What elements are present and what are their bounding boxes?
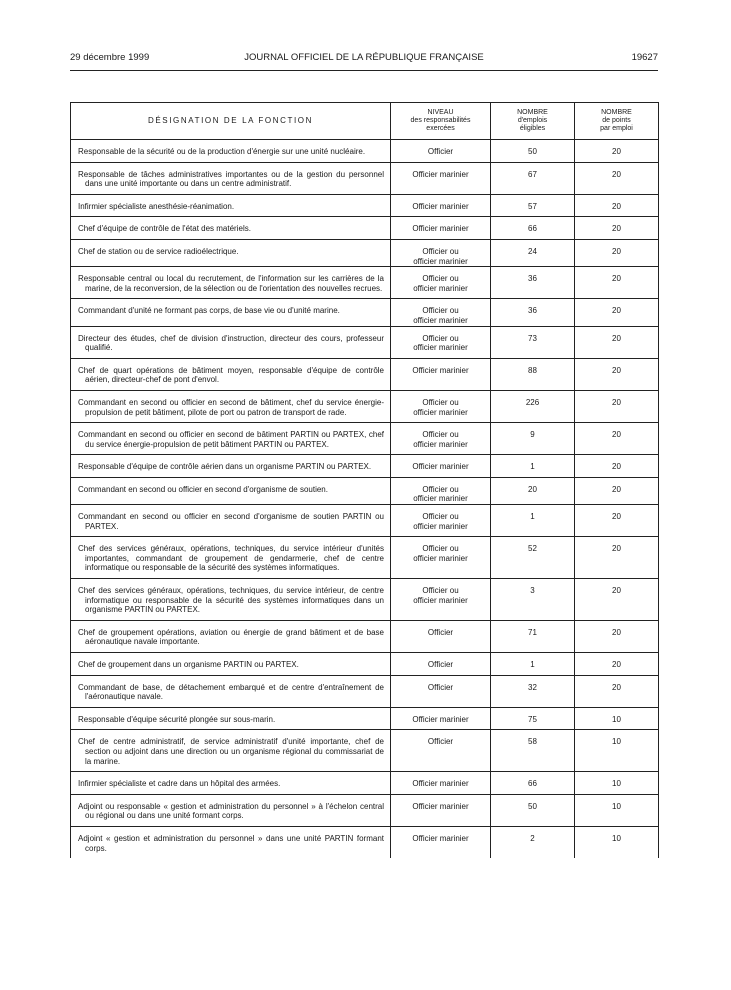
designation-text: Directeur des études, chef de division d'instruction, directeur des cours, professeur qualifié. — [78, 333, 384, 353]
functions-table — [70, 102, 659, 858]
level-line: Officier marinier — [412, 714, 469, 724]
designation-text: Chef des services généraux, opérations, techniques, du service intérieur d'unités importantes, commandant de groupement de gendarmerie, chef de centre informatique ou responsable de la sécurité des systèmes informatiques. — [78, 544, 384, 573]
function-designation — [71, 194, 391, 217]
eligible-jobs-count: 32 — [491, 675, 575, 707]
designation-text: Responsable de tâches administratives importantes ou de la gestion du personnel dans une unité importante ou dans un centre administratif. — [78, 169, 384, 189]
table-row — [71, 267, 659, 299]
journal-title: JOURNAL OFFICIEL DE LA RÉPUBLIQUE FRANÇAISE — [244, 52, 484, 63]
designation-text: Infirmier spécialiste anesthésie-réanimation. — [78, 201, 235, 211]
level-line: officier marinier — [413, 595, 468, 605]
responsibility-level — [391, 358, 491, 390]
responsibility-level — [391, 140, 491, 163]
table-row — [71, 217, 659, 240]
eligible-jobs-count: 2 — [491, 826, 575, 858]
table-body — [71, 140, 659, 859]
function-designation — [71, 455, 391, 478]
column-header-nombre-emplois — [491, 103, 575, 140]
page-header — [70, 52, 658, 66]
responsibility-level — [391, 620, 491, 652]
level-line: officier marinier — [413, 521, 468, 531]
designation-text: Chef de groupement opérations, aviation ou énergie de grand bâtiment et de base aéronautique navale importante. — [78, 627, 384, 647]
level-line: Officier — [427, 682, 454, 692]
function-designation — [71, 358, 391, 390]
level-line: Officier ou — [422, 274, 459, 284]
level-line: officier marinier — [413, 553, 468, 563]
points-per-job: 20 — [575, 326, 659, 358]
table-row — [71, 537, 659, 579]
responsibility-level — [391, 653, 491, 676]
points-per-job: 20 — [575, 455, 659, 478]
designation-text: Commandant en second ou officier en second d'organisme de soutien PARTIN ou PARTEX. — [78, 512, 384, 531]
function-designation — [71, 217, 391, 240]
level-line: Officier ou — [422, 246, 459, 256]
table-row — [71, 423, 659, 455]
eligible-jobs-count: 58 — [491, 730, 575, 772]
responsibility-level — [391, 194, 491, 217]
table-row — [71, 730, 659, 772]
eligible-jobs-count: 1 — [491, 455, 575, 478]
designation-text: Chef de station ou de service radioélectrique. — [78, 246, 239, 256]
level-line: officier marinier — [413, 343, 468, 353]
level-line: officier marinier — [413, 283, 468, 293]
level-line: officier marinier — [413, 407, 468, 417]
responsibility-level — [391, 579, 491, 621]
level-line: officier marinier — [413, 439, 468, 449]
eligible-jobs-count: 20 — [491, 477, 575, 504]
responsibility-level — [391, 675, 491, 707]
column-header-line: NIVEAU — [427, 109, 454, 116]
column-header-line: d'emplois — [517, 117, 548, 124]
table-row — [71, 653, 659, 676]
designation-text: Chef de quart opérations de bâtiment moyen, responsable d'équipe de contrôle aérien, directeur-chef de pont d'envol. — [78, 365, 384, 385]
function-designation — [71, 477, 391, 504]
points-per-job: 20 — [575, 299, 659, 326]
designation-text: Commandant d'unité ne formant pas corps, de base vie ou d'unité marine. — [78, 306, 340, 316]
function-designation — [71, 239, 391, 266]
designation-text: Adjoint « gestion et administration du personnel » dans une unité PARTIN formant corps. — [78, 833, 384, 853]
eligible-jobs-count: 24 — [491, 239, 575, 266]
publication-date: 29 décembre 1999 — [70, 52, 150, 63]
table-row — [71, 326, 659, 358]
designation-text: Chef des services généraux, opérations, techniques, du service intérieur, de centre informatique ou responsable de la sécurité des systèmes informatiques dans un organisme PARTIN ou PARTEX. — [78, 586, 384, 615]
points-per-job: 20 — [575, 423, 659, 455]
designation-text: Responsable de la sécurité ou de la production d'énergie sur une unité nucléaire. — [78, 147, 366, 156]
table-row — [71, 140, 659, 163]
level-line: Officier — [427, 660, 454, 669]
function-designation — [71, 326, 391, 358]
points-per-job: 10 — [575, 730, 659, 772]
function-designation — [71, 620, 391, 652]
points-per-job: 20 — [575, 505, 659, 537]
table-row — [71, 194, 659, 217]
responsibility-level — [391, 267, 491, 299]
table-row — [71, 162, 659, 194]
eligible-jobs-count: 1 — [491, 505, 575, 537]
function-designation — [71, 267, 391, 299]
column-header-line: des responsabilités — [410, 117, 471, 124]
points-per-job: 10 — [575, 772, 659, 795]
points-per-job: 20 — [575, 140, 659, 163]
responsibility-level — [391, 826, 491, 858]
level-line: Officier marinier — [412, 833, 469, 843]
eligible-jobs-count: 75 — [491, 707, 575, 730]
level-line: Officier ou — [422, 306, 459, 316]
function-designation — [71, 826, 391, 858]
level-line: Officier ou — [422, 430, 459, 440]
column-header-nombre-points — [575, 103, 659, 140]
level-line: Officier — [427, 627, 454, 637]
level-line: Officier — [427, 737, 454, 747]
column-header-line: éligibles — [519, 125, 546, 132]
level-line: Officier marinier — [412, 169, 469, 179]
table-row — [71, 477, 659, 504]
function-designation — [71, 537, 391, 579]
designation-text: Responsable central ou local du recrutement, de l'information sur les carrières de la marine, de la reconversion, de la sélection ou de l'orientation des nouvelles recrues. — [78, 274, 384, 293]
table-row — [71, 772, 659, 795]
points-per-job: 20 — [575, 579, 659, 621]
table-row — [71, 675, 659, 707]
points-per-job: 20 — [575, 390, 659, 422]
level-line: Officier ou — [422, 544, 459, 554]
points-per-job: 20 — [575, 537, 659, 579]
responsibility-level — [391, 455, 491, 478]
table-row — [71, 390, 659, 422]
responsibility-level — [391, 217, 491, 240]
points-per-job: 10 — [575, 826, 659, 858]
level-line: Officier marinier — [412, 365, 469, 375]
eligible-jobs-count: 3 — [491, 579, 575, 621]
responsibility-level — [391, 239, 491, 266]
table-header-row — [71, 103, 659, 140]
level-line: Officier marinier — [412, 462, 469, 472]
eligible-jobs-count: 57 — [491, 194, 575, 217]
designation-text: Chef d'équipe de contrôle de l'état des matériels. — [78, 224, 251, 234]
function-designation — [71, 675, 391, 707]
responsibility-level — [391, 730, 491, 772]
level-line: officier marinier — [413, 315, 468, 325]
table-row — [71, 505, 659, 537]
points-per-job: 20 — [575, 477, 659, 504]
eligible-jobs-count: 71 — [491, 620, 575, 652]
function-designation — [71, 579, 391, 621]
responsibility-level — [391, 423, 491, 455]
level-line: Officier ou — [422, 333, 459, 343]
responsibility-level — [391, 326, 491, 358]
level-line: Officier ou — [422, 484, 459, 494]
column-header-line: NOMBRE — [517, 109, 548, 116]
function-designation — [71, 390, 391, 422]
level-line: Officier marinier — [412, 801, 469, 811]
function-designation — [71, 794, 391, 826]
function-designation — [71, 162, 391, 194]
function-designation — [71, 140, 391, 163]
designation-text: Infirmier spécialiste et cadre dans un hôpital des armées. — [78, 779, 281, 789]
responsibility-level — [391, 477, 491, 504]
eligible-jobs-count: 226 — [491, 390, 575, 422]
eligible-jobs-count: 66 — [491, 217, 575, 240]
level-line: Officier ou — [422, 397, 459, 407]
eligible-jobs-count: 73 — [491, 326, 575, 358]
eligible-jobs-count: 36 — [491, 267, 575, 299]
level-line: Officier ou — [422, 512, 459, 522]
eligible-jobs-count: 1 — [491, 653, 575, 676]
eligible-jobs-count: 66 — [491, 772, 575, 795]
level-line: Officier — [427, 147, 454, 156]
eligible-jobs-count: 50 — [491, 140, 575, 163]
responsibility-level — [391, 794, 491, 826]
points-per-job: 20 — [575, 267, 659, 299]
eligible-jobs-count: 50 — [491, 794, 575, 826]
designation-text: Commandant en second ou officier en second de bâtiment, chef du service énergie-propulsion de petit bâtiment, pilote de port ou patron de transport de rade. — [78, 397, 384, 417]
designation-text: Responsable d'équipe sécurité plongée sur sous-marin. — [78, 714, 276, 724]
function-designation — [71, 772, 391, 795]
designation-text: Commandant en second ou officier en second d'organisme de soutien. — [78, 484, 328, 494]
points-per-job: 20 — [575, 675, 659, 707]
function-designation — [71, 423, 391, 455]
column-header-line: de points — [602, 117, 631, 124]
points-per-job: 10 — [575, 707, 659, 730]
eligible-jobs-count: 36 — [491, 299, 575, 326]
level-line: Officier marinier — [412, 224, 469, 234]
points-per-job: 20 — [575, 239, 659, 266]
table-row — [71, 239, 659, 266]
table-row — [71, 794, 659, 826]
function-designation — [71, 707, 391, 730]
table-row — [71, 579, 659, 621]
responsibility-level — [391, 505, 491, 537]
designation-text: Commandant en second ou officier en second de bâtiment PARTIN ou PARTEX, chef du service énergie-propulsion de petit bâtiment PARTIN ou PARTEX. — [78, 430, 384, 449]
table-row — [71, 358, 659, 390]
points-per-job: 20 — [575, 194, 659, 217]
level-line: Officier marinier — [412, 779, 469, 789]
responsibility-level — [391, 772, 491, 795]
header-rule — [70, 70, 658, 71]
table-row — [71, 455, 659, 478]
column-header-niveau — [391, 103, 491, 140]
points-per-job: 20 — [575, 620, 659, 652]
eligible-jobs-count: 52 — [491, 537, 575, 579]
points-per-job: 20 — [575, 162, 659, 194]
points-per-job: 20 — [575, 358, 659, 390]
eligible-jobs-count: 88 — [491, 358, 575, 390]
responsibility-level — [391, 537, 491, 579]
table-row — [71, 826, 659, 858]
designation-text: Adjoint ou responsable « gestion et administration du personnel » à l'échelon central ou régional ou dans une unité formant corps. — [78, 801, 384, 821]
designation-text: Chef de centre administratif, de service administratif d'unité importante, chef de section ou adjoint dans une direction ou un organisme régional du commissariat de la marine. — [78, 737, 384, 766]
responsibility-level — [391, 707, 491, 730]
page-number: 19627 — [631, 52, 658, 63]
column-header-designation: DÉSIGNATION DE LA FONCTION — [71, 103, 391, 140]
eligible-jobs-count: 9 — [491, 423, 575, 455]
function-designation — [71, 653, 391, 676]
table-row — [71, 707, 659, 730]
function-designation — [71, 299, 391, 326]
function-designation — [71, 730, 391, 772]
level-line: Officier marinier — [412, 201, 469, 211]
function-designation — [71, 505, 391, 537]
designation-text: Chef de groupement dans un organisme PARTIN ou PARTEX. — [78, 660, 299, 669]
responsibility-level — [391, 390, 491, 422]
level-line: Officier ou — [422, 586, 459, 596]
table-row — [71, 620, 659, 652]
column-header-line: exercées — [426, 125, 455, 132]
designation-text: Responsable d'équipe de contrôle aérien dans un organisme PARTIN ou PARTEX. — [78, 462, 372, 472]
points-per-job: 20 — [575, 217, 659, 240]
responsibility-level — [391, 162, 491, 194]
column-header-line: par emploi — [600, 125, 633, 132]
designation-text: Commandant de base, de détachement embarqué et de centre d'entraînement de l'aéronautique navale. — [78, 682, 384, 702]
points-per-job: 10 — [575, 794, 659, 826]
level-line: officier marinier — [413, 494, 468, 504]
eligible-jobs-count: 67 — [491, 162, 575, 194]
points-per-job: 20 — [575, 653, 659, 676]
column-header-line: NOMBRE — [601, 109, 632, 116]
level-line: officier marinier — [413, 256, 468, 266]
table-row — [71, 299, 659, 326]
responsibility-level — [391, 299, 491, 326]
